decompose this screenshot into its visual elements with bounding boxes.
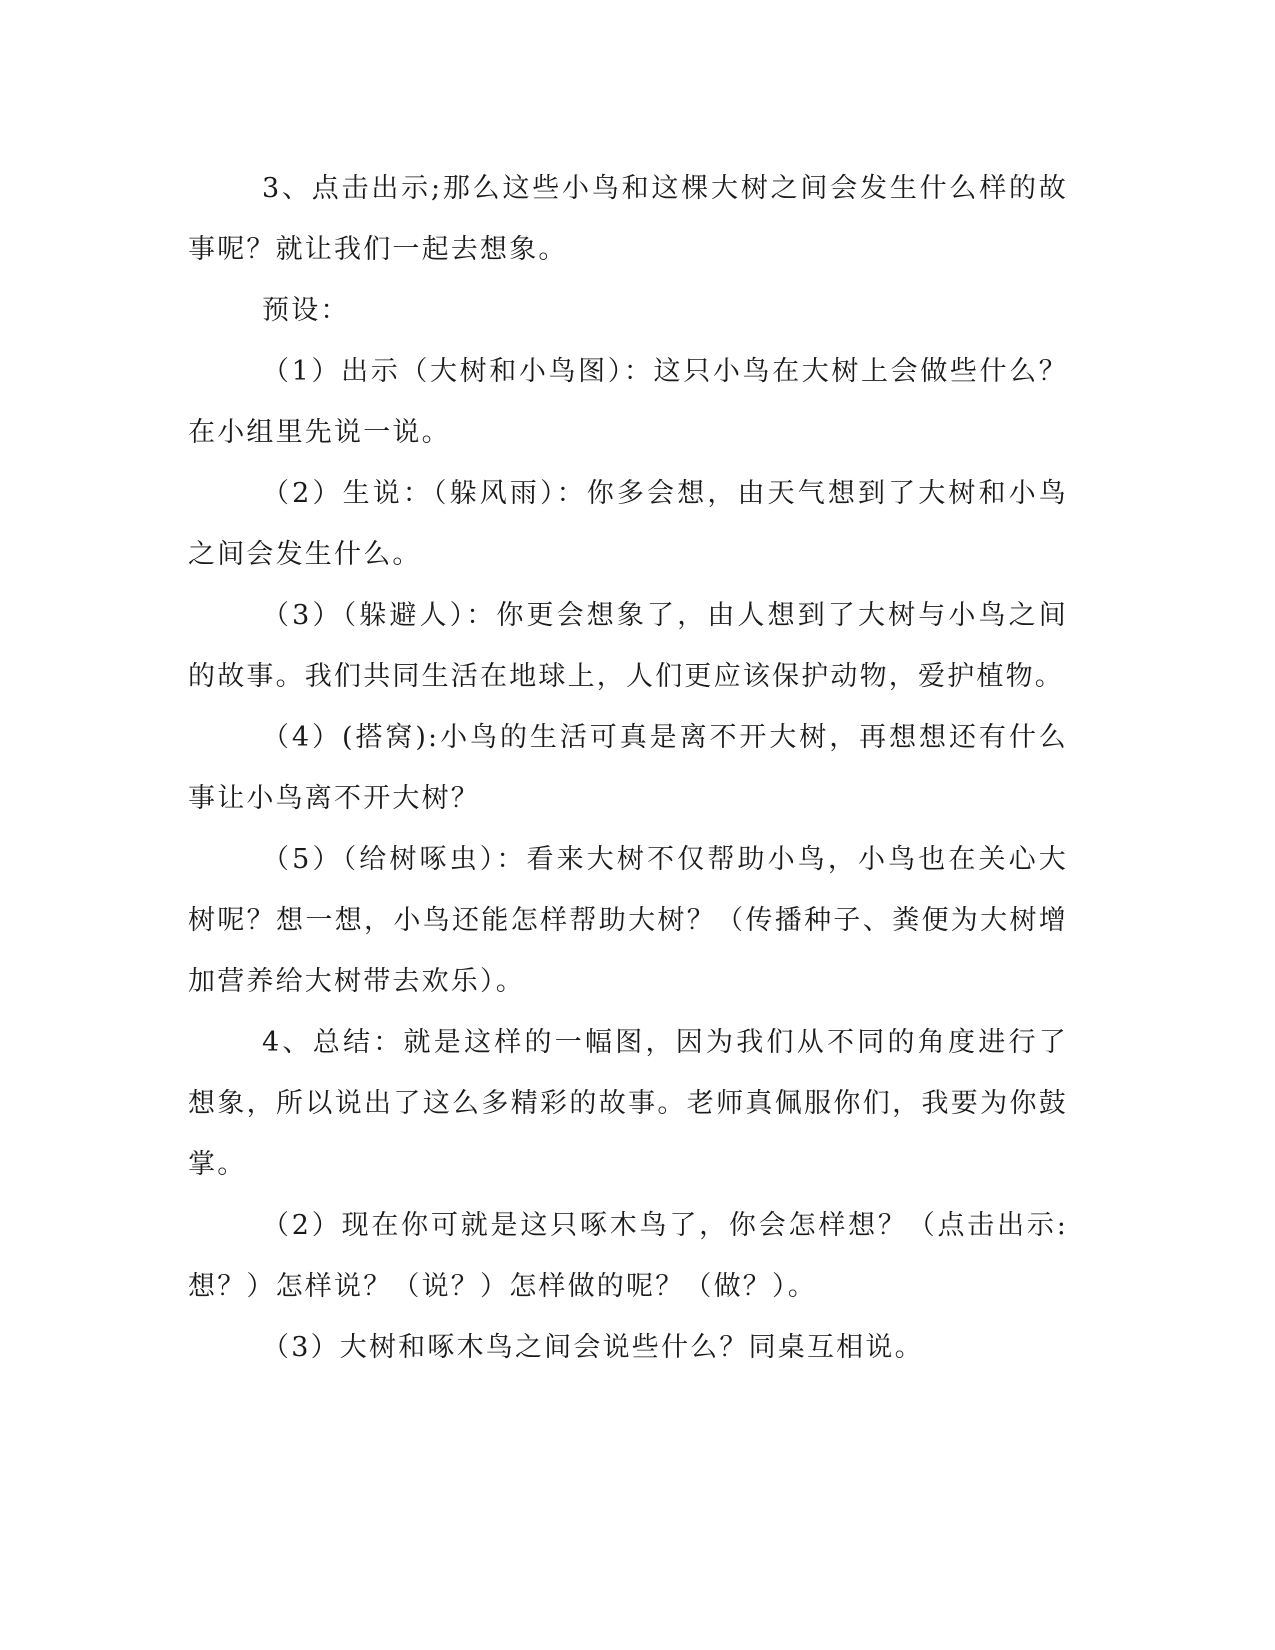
paragraph-preset-1: （1）出示（大树和小鸟图）：这只小鸟在大树上会做些什么？在小组里先说一说。 xyxy=(188,356,1068,448)
paragraph-woodpecker-2: （2）现在你可就是这只啄木鸟了，你会怎样想？（点击出示:想？）怎样说？（说？）怎样做的呢？（做？）。 xyxy=(188,1210,1068,1302)
paragraph-step-3: 3、点击出示;那么这些小鸟和这棵大树之间会发生什么样的故事呢？就让我们一起去想象。 xyxy=(188,173,1068,265)
document-body xyxy=(188,158,1068,1378)
paragraph-preset-heading: 预设： xyxy=(262,295,350,326)
paragraph-step-4-summary: 4、总结：就是这样的一幅图，因为我们从不同的角度进行了想象，所以说出了这么多精彩的故事。老师真佩服你们，我要为你鼓掌。 xyxy=(188,1027,1068,1180)
paragraph-preset-5: （5）（给树啄虫）：看来大树不仅帮助小鸟，小鸟也在关心大树呢？想一想，小鸟还能怎样帮助大树？（传播种子、粪便为大树增加营养给大树带去欢乐）。 xyxy=(188,844,1068,997)
paragraph-preset-3: （3）（躲避人）：你更会想象了，由人想到了大树与小鸟之间的故事。我们共同生活在地球上，人们更应该保护动物，爱护植物。 xyxy=(188,600,1068,692)
paragraph-woodpecker-3: （3）大树和啄木鸟之间会说些什么？同桌互相说。 xyxy=(262,1332,924,1363)
paragraph-preset-2: （2）生说：（躲风雨）：你多会想，由天气想到了大树和小鸟之间会发生什么。 xyxy=(188,478,1068,570)
paragraph-preset-4: （4）(搭窝):小鸟的生活可真是离不开大树，再想想还有什么事让小鸟离不开大树？ xyxy=(188,722,1068,814)
